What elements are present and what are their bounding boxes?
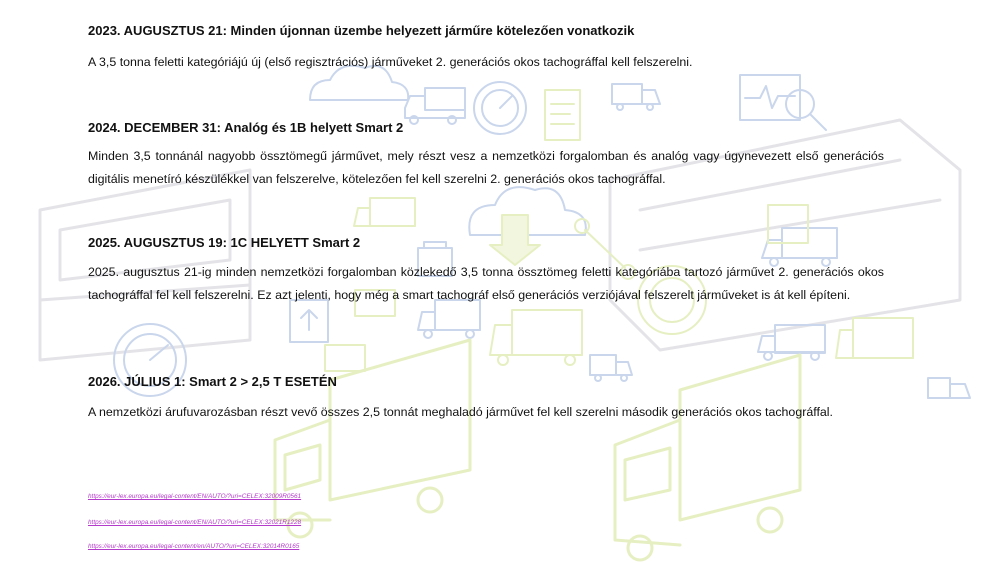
van-icon — [590, 355, 632, 381]
reference-link-3[interactable]: https://eur-lex.europa.eu/legal-content/en/AUTO/?uri=CELEX:32014R0165 — [88, 543, 300, 550]
truck-icon — [275, 340, 470, 537]
section-3-text: 2025. augusztus 21-ig minden nemzetközi forgalomban közlekedő 3,5 tonna össztömeg feletti kategóriába tartozó járművet 2. generációs okos tachográffal fel kell felszerelni. Ez azt jelenti, hogy még a smart tachográf első generációs verziójával felszerelt járműveket is át kell építeni. — [88, 265, 884, 302]
truck-icon — [615, 355, 800, 560]
upload-icon — [290, 300, 328, 342]
truck-icon — [354, 198, 415, 226]
truck-icon — [325, 345, 365, 371]
section-3-heading: 2025. AUGUSZTUS 19: 1C HELYETT Smart 2 — [88, 235, 361, 250]
truck-icon — [758, 325, 825, 360]
magnifier-icon — [740, 75, 826, 130]
truck-icon — [405, 88, 465, 124]
truck-icon — [490, 310, 582, 365]
section-2-heading: 2024. DECEMBER 31: Analóg és 1B helyett Smart 2 — [88, 120, 404, 135]
truck-icon — [836, 318, 913, 358]
van-icon — [612, 84, 660, 110]
section-1-heading: 2023. AUGUSZTUS 21: Minden újonnan üzembe helyezett járműre kötelezően vonatkozik — [88, 23, 635, 38]
reference-link-2[interactable]: https://eur-lex.europa.eu/legal-content/EN/AUTO/?uri=CELEX:32021R1228 — [88, 519, 302, 526]
section-1-text: A 3,5 tonna feletti kategóriájú új (első regisztrációs) járműveket 2. generációs okos tachográffal kell felszerelni. — [88, 55, 693, 69]
section-4-heading: 2026. JÚLIUS 1: Smart 2 > 2,5 T ESETÉN — [88, 374, 337, 389]
section-2-text: Minden 3,5 tonnánál nagyobb össztömegű járművet, mely részt vesz a nemzetközi forgalomban és analóg vagy úgynevezett első generációs digitális menetíró készülékkel van felszerelve, kötelezően fel kell szerelni 2. generációs okos tachográffal. — [88, 149, 884, 186]
download-arrow-icon — [490, 215, 540, 265]
chart-icon — [545, 90, 580, 140]
gauge-icon — [474, 82, 526, 134]
reference-link-1[interactable]: https://eur-lex.europa.eu/legal-content/EN/AUTO/?uri=CELEX:32009R0561 — [88, 493, 302, 500]
van-icon — [928, 378, 970, 398]
section-4-text: A nemzetközi árufuvarozásban részt vevő összes 2,5 tonnát meghaladó járművet fel kell szerelni második generációs okos tachográffal. — [88, 405, 833, 419]
